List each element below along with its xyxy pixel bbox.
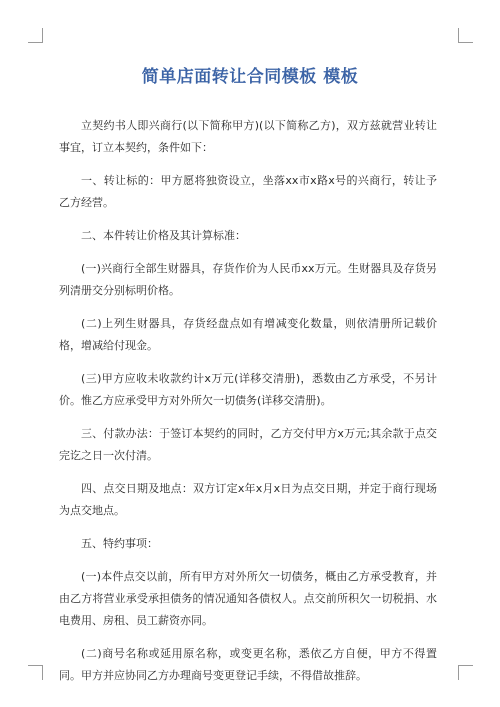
paragraph-handover: 四、点交日期及地点：双方订定x年x月x日为点交日期，并定于商行现场为点交地点。 bbox=[59, 482, 437, 517]
paragraph-transfer-subject: 一、转让标的：甲方愿将独资设立，坐落xx市x路x号的兴商行，转让予乙方经营。 bbox=[59, 174, 437, 209]
paragraph-price-heading: 二、本件转让价格及其计算标准： bbox=[81, 229, 246, 242]
paragraph-special-heading: 五、特约事项： bbox=[81, 537, 158, 550]
paragraph-price-item-3: (三)甲方应收未收款约计x万元(详移交清册)，悉数由乙方承受，不另计价。惟乙方应承受甲方对外所欠一切债务(详移交清册)。 bbox=[59, 372, 437, 407]
paragraph-price-item-1: (一)兴商行全部生财器具，存货作价为人民币xx万元。生财器具及存货另列清册交分别标明价格。 bbox=[59, 262, 437, 297]
paragraph-payment: 三、付款办法：于签订本契约的同时，乙方交付甲方x万元;其余款于点交完讫之日一次付清。 bbox=[59, 427, 437, 462]
document-body bbox=[59, 115, 437, 698]
crop-mark-top-right bbox=[458, 28, 473, 43]
crop-mark-top-left bbox=[28, 28, 43, 43]
crop-mark-bottom-left bbox=[28, 665, 43, 680]
crop-mark-bottom-right bbox=[458, 665, 473, 680]
paragraph-price-item-2: (二)上列生财器具，存货经盘点如有增减变化数量，则依清册所记载价格，增减给付现金。 bbox=[59, 317, 437, 352]
document-title: 简单店面转让合同模板 模板 bbox=[141, 67, 359, 87]
paragraph-special-item-1: (一)本件点交以前，所有甲方对外所欠一切债务，概由乙方承受教育，并由乙方将营业承受承担债务的情况通知各债权人。点交前所积欠一切税捐、水电费用、房租、员工薪资亦同。 bbox=[59, 570, 437, 627]
paragraph-intro: 立契约书人即兴商行(以下简称甲方)(以下简称乙方)，双方兹就营业转让事宜，订立本契约，条件如下： bbox=[59, 119, 437, 154]
paragraph-special-item-2: (二)商号名称或延用原名称，或变更名称，悉依乙方自便，甲方不得置同。甲方并应协同乙方办理商号变更登记手续，不得借故推辞。 bbox=[59, 647, 437, 682]
